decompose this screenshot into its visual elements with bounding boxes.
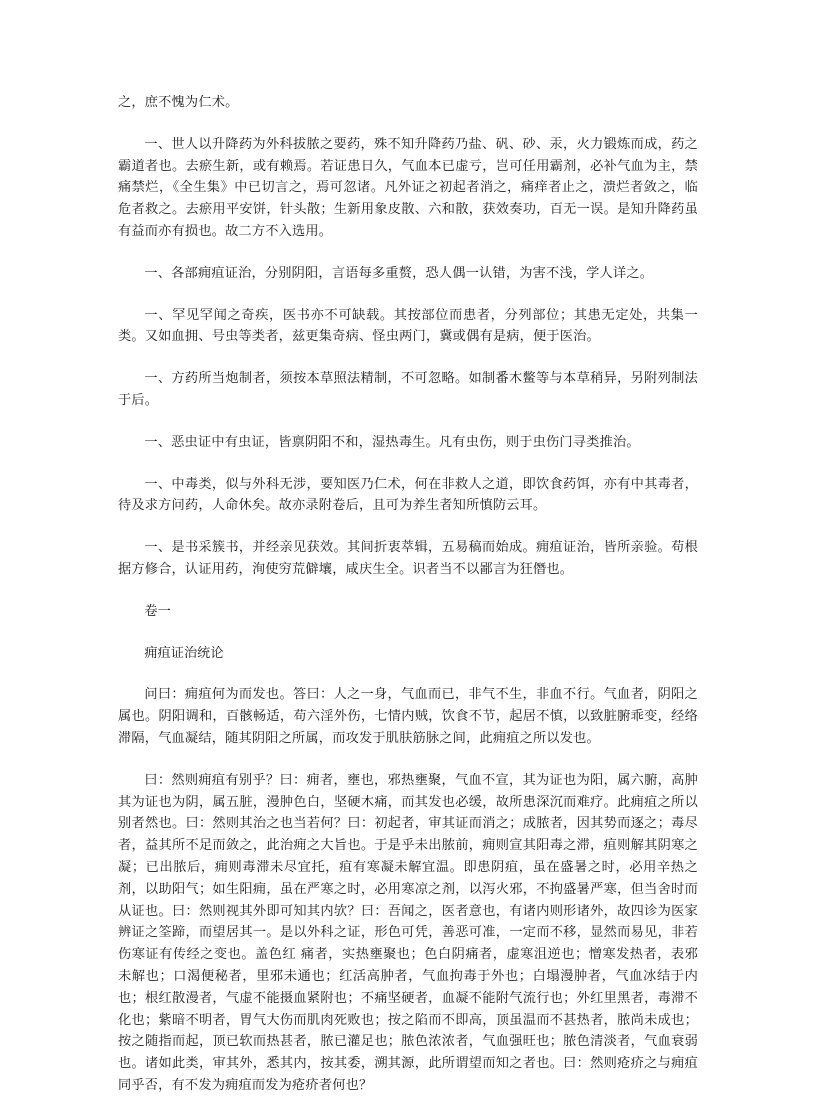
qa-paragraph: 问曰：痈疽何为而发也。答曰：人之一身，气血而已，非气不生，非血不行。气血者，阴阳之属也。阴阳调和，百骸畅适，苟六淫外伤，七情内贼，饮食不节，起居不慎，以致脏腑乖变，经络滞隔，气血凝结，随其阴阳之所属，而攻发于肌肤筋脉之间，此痈疽之所以发也。 [118,687,698,746]
rule-paragraph: 一、恶虫证中有虫证，皆禀阴阳不和，湿热毒生。凡有虫伤，则于虫伤门寻类推治。 [144,434,640,450]
rule-paragraph: 一、罕见罕闻之奇疾，医书亦不可缺载。其按部位而患者，分列部位；其患无定处，共集一类。又如血拥、号虫等类者，兹更集奇病、怪虫两门，冀或偶有是病，便于医治。 [118,307,698,345]
opening-fragment: 之，庶不愧为仁术。 [118,95,239,110]
document-page [118,92,698,1117]
qa-paragraph: 曰：然则痈疽有别乎？曰：痈者，壅也，邪热壅聚，气血不宣，其为证也为阳，属六腑，高肿其为证也为阴，属五脏，漫肿色白，坚硬木痛，而其发也必缓，故所患深沉而难疗。此痈疽之所以别者然也。曰：然则其治之也当若何？曰：初起者，审其证而消之；成脓者，因其势而逐之；毒尽者，益其所不足而敛之，此治痈之大旨也。于是乎未出脓前，痈则宣其阳毒之滞，疽则解其阴寒之凝；已出脓后，痈则毒滞未尽宜托，疽有寒凝未解宜温。即患阴疽，虽在盛暑之时，必用辛热之剂，以助阳气；如生阳痈，虽在严寒之时，必用寒凉之剂，以泻火邪，不拘盛暑严寒，但当舍时而从证也。曰：然则视其外即可知其内欤？曰：吾闻之，医者意也，有诸内则形诸外，故四诊为医家辨证之筌蹄，而望居其一。是以外科之证，形色可凭，善恶可准，一定而不移，显然而易见，非若伤寒证有传经之变也。盖色红 痛者，实热壅聚也；色白阴痛者，虚寒沮逆也；憎寒发热者，表邪未解也；口渴便秘者，里邪未通也；红活高肿者，气血拘毒于外也；白塌漫肿者，气血冰结于内也；根红散漫者，气虚不能摄血紧附也；不痛坚硬者，血凝不能附气流行也；外红里黑者，毒滞不化也；紫暗不明者，胃气大伤而肌肉死败也；按之陷而不即高，顶虽温而不甚热者，脓尚未成也；按之随指而起，顶已软而热甚者，脓已灌足也；脓色浓浓者，气血强旺也；脓色清淡者，气血衰弱也。诸如此类，审其外，悉其内，按其委，溯其源，此所谓望而知之者也。曰：然则疮疥之与痈疽同乎否，有不发为痈疽而发为疮疥者何也？ [118,772,698,1093]
rule-paragraph: 一、是书采簇书，并经亲见获效。其间折衷萃辑，五易稿而始成。痈疽证治，皆所亲验。苟根据方修合，认证用药，洵使穷荒僻壤，咸庆生全。识者当不以鄙言为狂僭也。 [118,540,698,577]
rule-paragraph: 一、方药所当炮制者，须按本草照法精制，不可忽略。如制番木鳖等与本草稍异，另附列制法于后。 [118,371,698,408]
section-title: 痈疽证治统论 [144,645,224,661]
rule-paragraph: 一、世人以升降药为外科拔脓之要药，殊不知升降药乃盐、矾、砂、汞，火力锻炼而成，药之霸道者也。去瘀生新，或有赖焉。若证患日久，气血本已虚亏，岂可任用霸剂，必补气血为主，禁痛禁烂，《全生集》中已切言之，焉可忽诸。凡外证之初起者消之，痛痒者止之，溃烂者敛之，临危者救之。去瘀用平安饼，针头散；生新用象皮散、六和散，获效奏功，百无一误。是知升降药虽有益而亦有损也。故二方不入选用。 [118,136,698,239]
volume-heading: 卷一 [144,603,171,619]
rule-paragraph: 一、各部痈疽证治，分别阴阳，言语每多重赘，恐人偶一认错，为害不浅，学人详之。 [144,265,654,281]
rule-paragraph: 一、中毒类，似与外科无涉，要知医乃仁术，何在非救人之道，即饮食药饵，亦有中其毒者，待及求方问药，人命休矣。故亦录附卷后，且可为养生者知所慎防云耳。 [118,476,698,514]
